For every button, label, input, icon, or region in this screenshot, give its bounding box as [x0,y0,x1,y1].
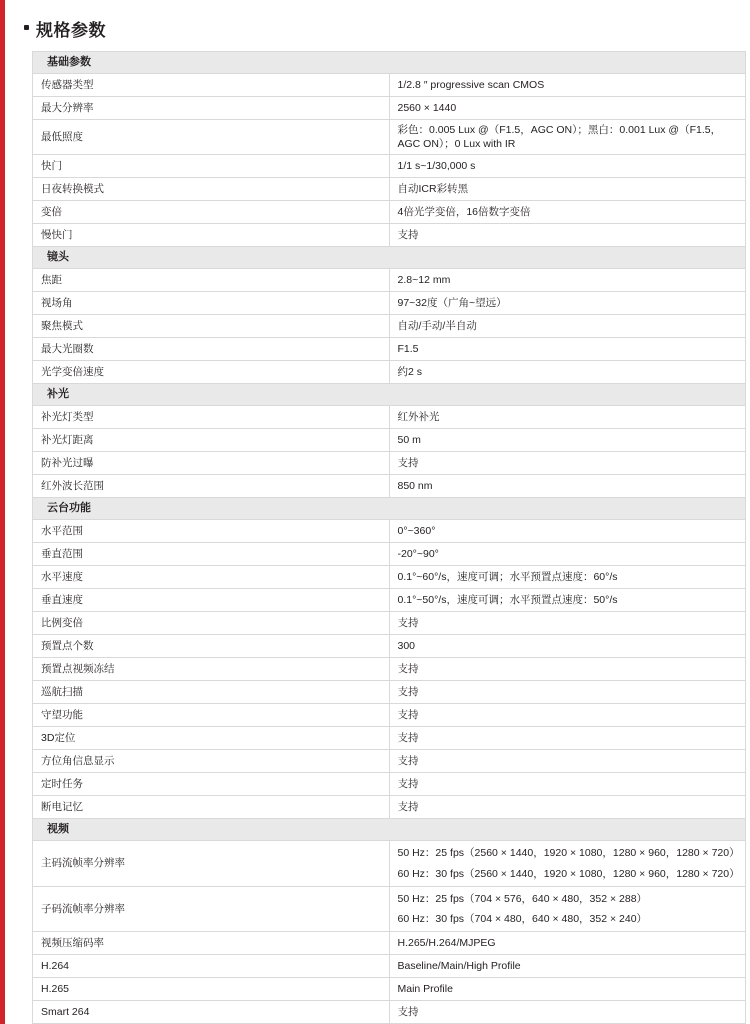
spec-value-line: 50 m [397,434,421,447]
spec-value-line: Baseline/Main/High Profile [397,959,521,972]
spec-label: 水平速度 [33,566,390,589]
table-row [33,269,746,292]
spec-value [389,338,746,361]
spec-value-line: 自动ICR彩转黑 [397,183,469,196]
table-row [33,74,746,97]
spec-label: 方位角信息显示 [33,750,390,773]
spec-label: 比例变倍 [33,612,390,635]
spec-label: 最大光圈数 [33,338,390,361]
table-row [33,155,746,178]
spec-label: 垂直速度 [33,589,390,612]
spec-value [389,97,746,120]
spec-label: 视场角 [33,292,390,315]
table-row [33,727,746,750]
spec-value [389,841,746,886]
spec-value-line: 50 Hz：25 fps（704 × 576，640 × 480，352 × 288） [397,892,648,905]
spec-value [389,452,746,475]
spec-value-line: 60 Hz：30 fps（704 × 480，640 × 480，352 × 240） [397,912,648,925]
spec-label: H.265 [33,978,390,1001]
spec-label: 红外波长范围 [33,475,390,498]
table-row [33,841,746,886]
spec-label: 最低照度 [33,120,390,155]
spec-section-title: 镜头 [33,247,746,269]
table-row [33,315,746,338]
spec-value [389,74,746,97]
spec-value [389,681,746,704]
table-row [33,338,746,361]
spec-value-line: 2.8~12 mm [397,274,451,287]
spec-value-line: H.265/H.264/MJPEG [397,936,496,949]
table-row [33,750,746,773]
spec-value [389,475,746,498]
spec-section-header [33,52,746,74]
spec-label: 断电记忆 [33,796,390,819]
spec-value [389,932,746,955]
spec-section-title: 云台功能 [33,498,746,520]
table-row [33,292,746,315]
table-row [33,658,746,681]
spec-value-line: 0°~360° [397,525,436,538]
spec-value [389,750,746,773]
spec-label: 防补光过曝 [33,452,390,475]
spec-value-line: 支持 [397,732,419,745]
spec-value-line: 支持 [397,755,419,768]
table-row [33,475,746,498]
spec-label: 水平范围 [33,520,390,543]
spec-value-line: 4倍光学变倍，16倍数字变倍 [397,206,531,219]
spec-value-line: 支持 [397,778,419,791]
spec-value-line: 彩色：0.005 Lux @（F1.5，AGC ON）；黑白：0.001 Lux @（F1.5，AGC ON）；0 Lux with IR [397,124,722,151]
spec-value-line: 60 Hz：30 fps（2560 × 1440，1920 × 1080，1280 × 960，1280 × 720） [397,867,740,880]
table-row [33,589,746,612]
table-row [33,120,746,155]
spec-value-line: 0.1°~60°/s，速度可调；水平预置点速度：60°/s [397,571,618,584]
spec-value-line: 50 Hz：25 fps（2560 × 1440，1920 × 1080，1280 × 960，1280 × 720） [397,847,740,860]
spec-value [389,520,746,543]
spec-label: 预置点视频冻结 [33,658,390,681]
table-row [33,520,746,543]
page-accent-rule [0,0,5,1024]
spec-label: 守望功能 [33,704,390,727]
spec-value-line: 850 nm [397,480,433,493]
spec-label: 补光灯距离 [33,429,390,452]
spec-label: 快门 [33,155,390,178]
spec-value [389,727,746,750]
spec-label: Smart 264 [33,1001,390,1024]
spec-label: 光学变倍速度 [33,361,390,384]
spec-value [389,429,746,452]
spec-value-line: 约2 s [397,366,423,379]
spec-value-line: 2560 × 1440 [397,101,457,114]
spec-value [389,315,746,338]
spec-section-title: 补光 [33,384,746,406]
spec-section-header [33,498,746,520]
spec-value-line: 0.1°~50°/s，速度可调；水平预置点速度：50°/s [397,594,618,607]
spec-value-line: 支持 [397,1005,419,1018]
spec-label: H.264 [33,955,390,978]
spec-label: 变倍 [33,201,390,224]
spec-label: 视频压缩码率 [33,932,390,955]
spec-label: 子码流帧率分辨率 [33,886,390,931]
spec-value [389,658,746,681]
spec-section-header [33,819,746,841]
spec-value [389,201,746,224]
table-row [33,97,746,120]
table-row [33,452,746,475]
spec-value-line: 300 [397,640,416,653]
spec-value-line: Main Profile [397,982,453,995]
spec-label: 主码流帧率分辨率 [33,841,390,886]
spec-label: 垂直范围 [33,543,390,566]
spec-label: 3D定位 [33,727,390,750]
spec-value [389,612,746,635]
spec-value-line: 支持 [397,457,419,470]
spec-value [389,978,746,1001]
spec-value [389,635,746,658]
spec-section-header [33,384,746,406]
table-row [33,361,746,384]
spec-section-title: 视频 [33,819,746,841]
spec-label: 定时任务 [33,773,390,796]
bullet-icon [24,25,29,30]
table-row [33,796,746,819]
table-row [33,681,746,704]
spec-value-line: 自动/手动/半自动 [397,320,477,333]
spec-value [389,1001,746,1024]
spec-value [389,566,746,589]
spec-value [389,406,746,429]
table-row [33,704,746,727]
page-title [24,16,732,41]
table-row [33,543,746,566]
table-row [33,612,746,635]
spec-section-title: 基础参数 [33,52,746,74]
table-row [33,886,746,931]
spec-value [389,704,746,727]
spec-value [389,120,746,155]
spec-label: 焦距 [33,269,390,292]
spec-label: 日夜转换模式 [33,178,390,201]
table-row [33,955,746,978]
spec-value-line: -20°~90° [397,548,439,561]
spec-value [389,886,746,931]
spec-label: 预置点个数 [33,635,390,658]
spec-value [389,155,746,178]
spec-label: 慢快门 [33,224,390,247]
table-row [33,178,746,201]
spec-value [389,955,746,978]
spec-value-line: 支持 [397,686,419,699]
spec-value [389,796,746,819]
table-row [33,978,746,1001]
spec-value [389,589,746,612]
table-row [33,224,746,247]
spec-value-line: 支持 [397,229,419,242]
table-row [33,773,746,796]
page-title-text: 规格参数 [36,21,106,40]
table-row [33,201,746,224]
spec-value-line: F1.5 [397,343,419,356]
spec-value-line: 1/1 s~1/30,000 s [397,160,476,173]
spec-value-line: 支持 [397,663,419,676]
spec-value-line: 支持 [397,801,419,814]
spec-label: 最大分辨率 [33,97,390,120]
spec-table [32,51,746,1024]
spec-value [389,269,746,292]
spec-label: 补光灯类型 [33,406,390,429]
table-row [33,635,746,658]
spec-value-line: 支持 [397,617,419,630]
spec-label: 聚焦模式 [33,315,390,338]
spec-value [389,292,746,315]
spec-value [389,773,746,796]
spec-value [389,178,746,201]
table-row [33,566,746,589]
spec-section-header [33,247,746,269]
spec-label: 巡航扫描 [33,681,390,704]
table-row [33,932,746,955]
spec-value-line: 红外补光 [397,411,440,424]
spec-value [389,543,746,566]
spec-label: 传感器类型 [33,74,390,97]
spec-value-line: 97~32度（广角~望远） [397,297,507,310]
spec-value [389,361,746,384]
spec-value-line: 1/2.8 ″ progressive scan CMOS [397,78,545,91]
spec-value [389,224,746,247]
table-row [33,1001,746,1024]
table-row [33,429,746,452]
spec-value-line: 支持 [397,709,419,722]
table-row [33,406,746,429]
